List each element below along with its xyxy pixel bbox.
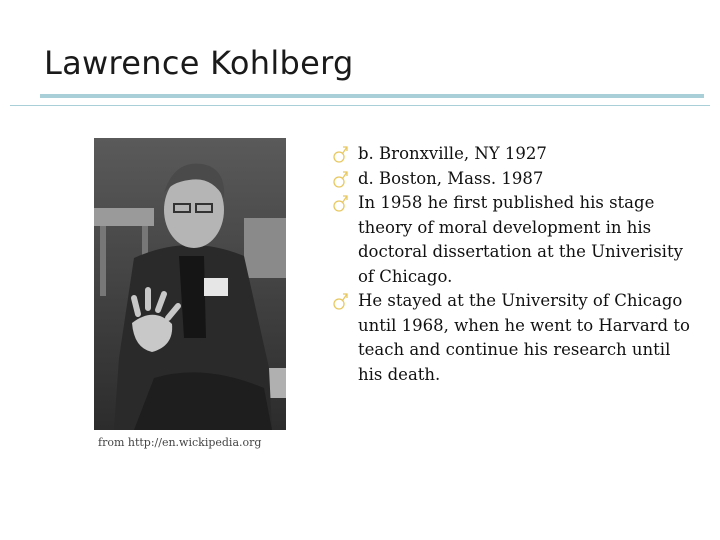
list-item	[330, 167, 690, 192]
male-sign-icon	[332, 191, 350, 215]
slide-title: Lawrence Kohlberg	[44, 44, 354, 82]
portrait-photo	[94, 138, 286, 430]
bullet-list	[330, 142, 690, 387]
title-divider-thin	[10, 105, 710, 106]
male-sign-icon	[332, 142, 350, 166]
male-sign-icon	[332, 289, 350, 313]
bullet-text: b. Bronxville, NY 1927	[358, 144, 547, 163]
list-item	[330, 142, 690, 167]
bullet-text: He stayed at the University of Chicago until 1968, when he went to Harvard to teach and continue his research until his death.	[358, 291, 690, 384]
title-divider	[40, 94, 704, 98]
list-item	[330, 289, 690, 387]
male-sign-icon	[332, 167, 350, 191]
bullet-text: d. Boston, Mass. 1987	[358, 168, 544, 188]
list-item	[330, 191, 690, 289]
photo-caption: from http://en.wickipedia.org	[98, 436, 262, 449]
bullet-text: In 1958 he first published his stage theory of moral development in his doctoral dissertation at the Univerisity of Chicago.	[358, 193, 683, 286]
